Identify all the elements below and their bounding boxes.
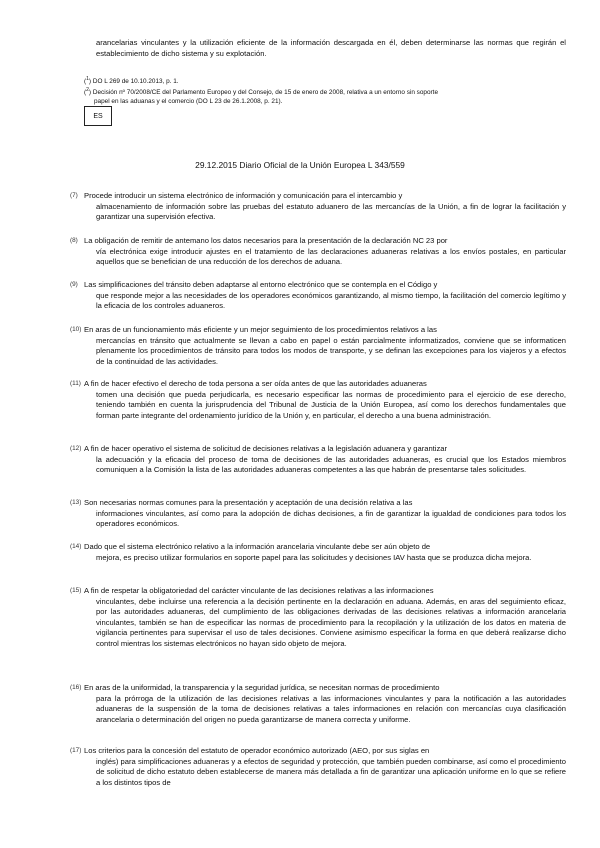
- recital-14: [70, 542, 566, 563]
- footnote-2-mark: 2: [86, 87, 89, 93]
- recital-number: (9): [70, 281, 78, 288]
- footnote-2-continuation: papel en las aduanas y el comercio (DO L 23 de 26.1.2008, p. 21).: [94, 98, 283, 105]
- footnote-1: ($^1$) DO L 269 de 10.10.2013, p. 1.: [84, 76, 179, 85]
- footnote-2-text: Decisión nº 70/2008/CE del Parlamento Europeo y del Consejo, de 15 de enero de 2008, relativa a un entorno sin soporte: [92, 89, 438, 96]
- recital-number: (10): [70, 326, 82, 333]
- recital-16: [70, 683, 566, 725]
- footnote-2: ($^2$) Decisión nº 70/2008/CE del Parlamento Europeo y del Consejo, de 15 de enero de 2008, relativa a un entorno sin soporte papel en las aduanas y el comercio (DO L 23 de 26.1.2008, p. 21).: [84, 86, 564, 106]
- recital-text: A fin de hacer efectivo el derecho de toda persona a ser oída antes de que las autoridades aduaneras tomen una decisión que pueda perjudicarla, es necesario especificar las normas de procedimiento para el ejercicio de ese derecho, teniendo también en cuenta la jurisprudencia del Tribunal de Justicia de la Unión Europea, así como los derechos fundamentales que forman parte integrante del ordenamiento jurídico de la Unión y, en particular, el derecho a una buena administración.: [84, 379, 566, 420]
- recital-number: (16): [70, 684, 82, 691]
- recital-9: [70, 280, 566, 312]
- recital-7: [70, 191, 566, 223]
- page-header: 29.12.2015 Diario Oficial de la Unión Europea L 343/559: [195, 160, 405, 170]
- recital-number: (8): [70, 237, 78, 244]
- recital-text: Son necesarias normas comunes para la presentación y aceptación de una decisión relativa a las informaciones vinculantes, así como para la adopción de dichas decisiones, a fin de garantizar la igualdad de condiciones para todos los operadores económicos.: [84, 498, 566, 529]
- recital-12: [70, 444, 566, 476]
- recital-number: (14): [70, 543, 82, 550]
- recital-text: Los criterios para la concesión del estatuto de operador económico autorizado (AEO, por sus siglas en inglés) para simplificaciones aduaneras y a efectos de seguridad y protección, que también pueden combinarse, así como el procedimiento de solicitud de dicho estatuto deben establecerse de manera más detallada a fin de garantizar una aplicación uniforme en lo que se refiere a los distintos tipos de: [84, 746, 566, 787]
- recital-8: [70, 236, 566, 268]
- footnote-1-mark: 1: [86, 76, 89, 82]
- recital-number: (7): [70, 192, 78, 199]
- recital-text: Procede introducir un sistema electrónico de información y comunicación para el intercambio y almacenamiento de información sobre las pruebas del estatuto aduanero de las mercancías de la Unión, a fin de lograr la facilitación y garantizar una supervisión efectiva.: [84, 191, 566, 222]
- recital-17: [70, 746, 566, 788]
- recital-13: [70, 498, 566, 530]
- recital-number: (13): [70, 499, 82, 506]
- recital-11: [70, 379, 566, 421]
- recital-text: La obligación de remitir de antemano los datos necesarios para la presentación de la declaración NC 23 por vía electrónica exige introducir ajustes en el tratamiento de las declaraciones aduaneras relativas a los envíos postales, en particular aquellos que se benefician de una reducción de los derechos de aduana.: [84, 236, 566, 267]
- recital-text: En aras de la uniformidad, la transparencia y la seguridad jurídica, se necesitan normas de procedimiento para la prórroga de la utilización de las decisiones relativas a las informaciones vinculantes y para la notificación a las autoridades aduaneras de la suspensión de la toma de decisiones relativas a tales informaciones en relación con mercancías cuya clasificación arancelaria o determinación del origen no pueda garantizarse de manera correcta y uniforme.: [84, 683, 566, 724]
- footnote-1-text: DO L 269 de 10.10.2013, p. 1.: [92, 78, 179, 85]
- recital-text: Dado que el sistema electrónico relativo a la información arancelaria vinculante debe ser aún objeto de mejora, es preciso utilizar formularios en soporte papel para las solicitudes y decisiones IAV hasta que se produzca dicha mejora.: [84, 542, 532, 562]
- recital-text: Las simplificaciones del tránsito deben adaptarse al entorno electrónico que se contempla en el Código y que responde mejor a las necesidades de los operadores económicos garantizando, al mismo tiempo, la facilitación del comercio legítimo y la eficacia de los controles aduaneros.: [84, 280, 566, 311]
- recital-15: [70, 586, 566, 650]
- recital-number: (17): [70, 747, 82, 754]
- language-box: ES: [84, 106, 112, 126]
- recital-text: A fin de hacer operativo el sistema de solicitud de decisiones relativas a la legislación aduanera y garantizar la adecuación y la eficacia del proceso de toma de decisiones de las autoridades aduaneras, es crucial que los Estados miembros comuniquen a la Comisión la lista de las autoridades aduaneras competentes a las que habrán de presentarse tales solicitudes.: [84, 444, 566, 475]
- continuation-paragraph: arancelarias vinculantes y la utilización eficiente de la información descargada en él, deben determinarse las normas que regirán el establecimiento de dicho sistema y su explotación.: [96, 38, 566, 58]
- recital-text: En aras de un funcionamiento más eficiente y un mejor seguimiento de los procedimientos relativos a las mercancías en tránsito que actualmente se llevan a cabo en papel o están parcialmente informatizados, conviene que se informaticen plenamente los procedimientos de tránsito para todos los modos de transporte, y se definan las excepciones para los viajeros y a efectos de la continuidad de las actividades.: [84, 325, 566, 366]
- recital-number: (15): [70, 587, 82, 594]
- recital-number: (12): [70, 445, 82, 452]
- recital-number: (11): [70, 380, 81, 387]
- recital-10: [70, 325, 566, 367]
- recital-text: A fin de respetar la obligatoriedad del carácter vinculante de las decisiones relativas a las informaciones vinculantes, debe incluirse una referencia a la decisión pertinente en la declaración en aduana. Además, en aras del seguimiento eficaz, por las autoridades aduaneras, del cumplimiento de las obligaciones derivadas de las decisiones relativas a información arancelaria vinculantes, también se han de especificar las normas de procedimiento para la recopilación y la utilización de los datos en materia de vigilancia pertinentes para supervisar el uso de tales decisiones. Conviene asimismo especificar la forma en que deberá realizarse dicho control mientras los sistemas electrónicos no hayan sido objeto de mejora.: [84, 586, 566, 648]
